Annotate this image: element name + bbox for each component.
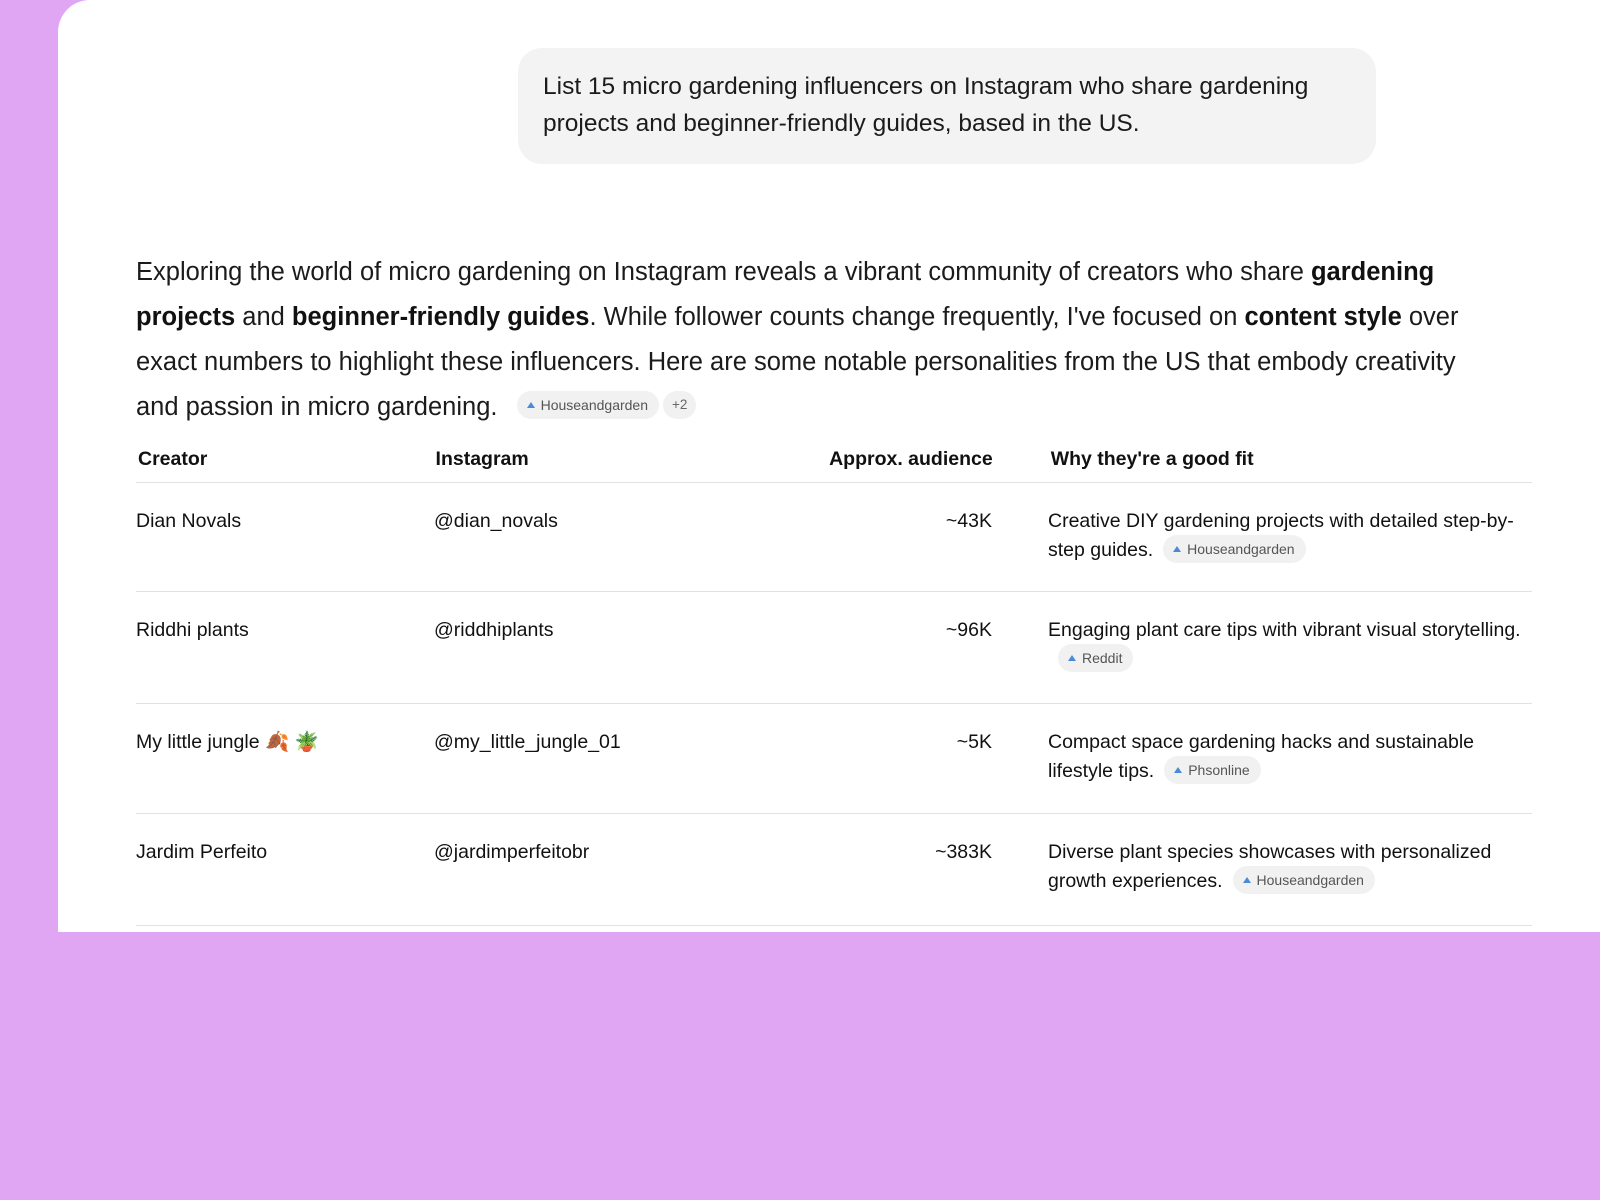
audience-cell: ~383K — [935, 841, 992, 863]
influencer-table — [136, 436, 1532, 926]
response-bold-text: beginner-friendly guides — [291, 303, 590, 331]
source-icon — [1243, 877, 1251, 883]
source-chip-label: Houseandgarden — [1256, 871, 1364, 888]
source-chip[interactable] — [1058, 644, 1133, 672]
response-text: . While follower counts change frequently, I've focused on — [589, 303, 1245, 331]
source-chip-label: Houseandgarden — [540, 397, 648, 414]
column-header-instagram: Instagram — [435, 447, 529, 470]
creator-cell: My little jungle 🍂 🪴 — [136, 731, 319, 753]
response-bold-text: gardening projects — [136, 258, 1435, 331]
chat-panel — [58, 0, 1600, 932]
why-cell — [992, 483, 1532, 591]
table-row — [136, 483, 1532, 592]
source-icon — [1068, 655, 1076, 661]
source-icon — [1173, 546, 1181, 552]
why-text: Engaging plant care tips with vibrant visual storytelling. — [1048, 619, 1521, 641]
table-header — [136, 436, 1532, 483]
source-chip[interactable] — [517, 391, 659, 419]
creator-cell: Jardim Perfeito — [136, 841, 268, 863]
audience-cell: ~96K — [945, 619, 992, 641]
source-chip-label: Houseandgarden — [1187, 540, 1295, 557]
why-text: Compact space gardening hacks and sustainable lifestyle tips. — [1048, 731, 1475, 782]
user-message-bubble — [518, 48, 1376, 164]
response-text: and — [235, 303, 292, 331]
instagram-cell: @jardimperfeitobr — [434, 841, 590, 863]
audience-cell: ~5K — [956, 731, 992, 753]
creator-cell: Dian Novals — [136, 510, 242, 532]
column-header-audience: Approx. audience — [829, 447, 993, 470]
source-icon — [527, 402, 535, 408]
table-row — [136, 592, 1532, 704]
why-cell — [992, 592, 1532, 703]
response-text: over exact numbers to highlight these influencers. Here are some notable personalities from the US that embody creativity and passion in micro gardening. — [136, 303, 1459, 421]
source-chip[interactable] — [1164, 756, 1261, 784]
column-header-creator: Creator — [138, 447, 208, 470]
source-chip-label: Phsonline — [1188, 761, 1250, 778]
why-text: Creative DIY gardening projects with detailed step-by-step guides. — [1048, 510, 1514, 561]
response-text: Exploring the world of micro gardening on Instagram reveals a vibrant community of creators who share — [136, 258, 1311, 286]
why-cell — [992, 814, 1532, 925]
source-chip[interactable] — [1163, 535, 1305, 563]
response-bold-text: content style — [1244, 303, 1402, 331]
table-row — [136, 704, 1532, 814]
audience-cell: ~43K — [945, 510, 992, 532]
column-header-why: Why they're a good fit — [1050, 447, 1254, 470]
assistant-response — [136, 250, 1476, 430]
source-icon — [1174, 767, 1182, 773]
source-chip-label: Reddit — [1082, 649, 1123, 666]
instagram-cell: @riddhiplants — [434, 619, 554, 641]
instagram-cell: @my_little_jungle_01 — [434, 731, 621, 753]
user-message-text: List 15 micro gardening influencers on Instagram who share gardening projects and beginner-friendly guides, based in the US. — [543, 73, 1309, 137]
source-chip[interactable] — [1233, 866, 1375, 894]
instagram-cell: @dian_novals — [434, 510, 558, 532]
why-cell — [992, 704, 1532, 813]
creator-cell: Riddhi plants — [136, 619, 249, 641]
more-sources-chip[interactable]: +2 — [663, 391, 696, 419]
table-row — [136, 814, 1532, 926]
why-text: Diverse plant species showcases with personalized growth experiences. — [1048, 841, 1492, 892]
